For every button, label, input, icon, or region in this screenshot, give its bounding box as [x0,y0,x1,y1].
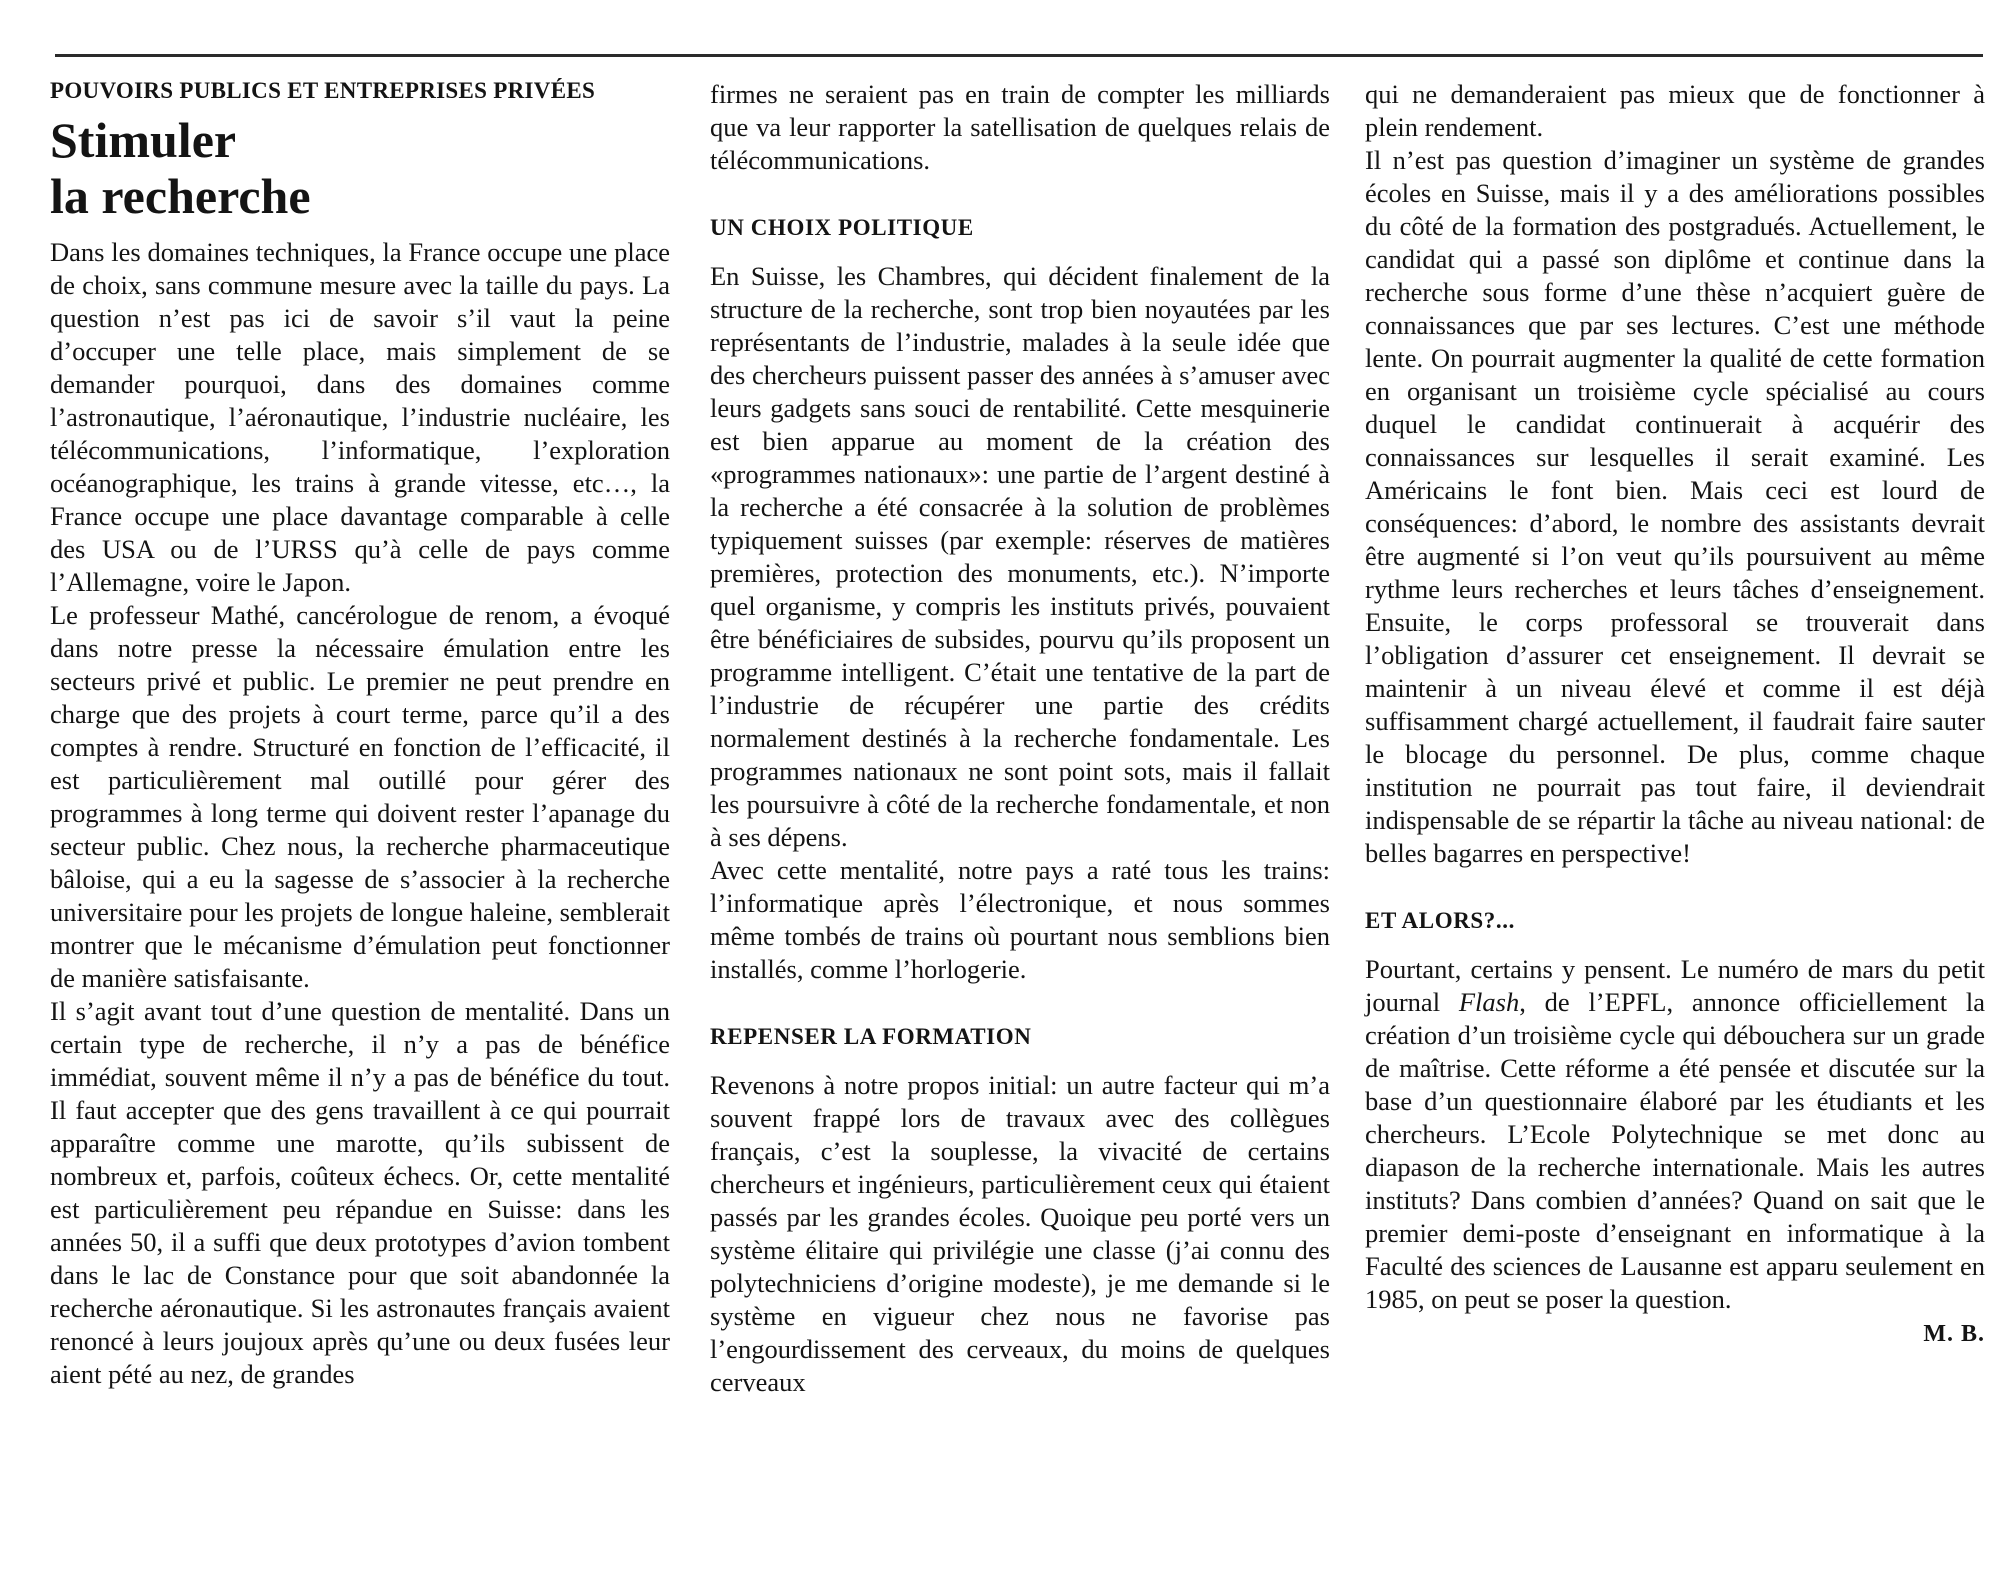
column-1 [50,78,670,1391]
paragraph-text: , de l’EPFL, annonce officiellement la création d’un troisième cycle qui débouchera sur un grade de maîtrise. Cette réforme a été pensée et discutée sur la base d’un questionnaire élaboré par les étudiants et les chercheurs. L’Ecole Polytechnique se met donc au diapason de la recherche internationale. Mais les autres instituts? Dans combien d’années? Quand on sait que le premier demi-poste d’enseignant en informatique à la Faculté des sciences de Lausanne est apparu seulement en 1985, on peut se poser la question. [1365,987,1986,1314]
headline [50,112,670,224]
section-heading: REPENSER LA FORMATION [710,1024,1032,1049]
paragraph: Il n’est pas question d’imaginer un système de grandes écoles en Suisse, mais il y a des améliorations possibles du côté de la formation des postgradués. Actuellement, le candidat qui a passé son diplôme et continue dans la recherche sous forme d’une thèse n’acquiert guère de connaissances que par ses lectures. C’est une méthode lente. On pourrait augmenter la qualité de cette formation en organisant un troisième cycle spécialisé au cours duquel le candidat continuerait à acquérir des connaissances sur lesquelles il serait examiné. Les Américains le font bien. Mais ceci est lourd de conséquences: d’abord, le nombre des assistants devrait être augmenté si l’on veut qu’ils poursuivent au même rythme leurs recherches et leurs tâches d’enseignement. Ensuite, le corps professoral se trouverait dans l’obligation d’assurer cet enseignement. Il devrait se maintenir à un niveau élevé et comme il est déjà suffisamment chargé actuellement, il faudrait faire sauter le blocage du personnel. De plus, comme chaque institution ne pourrait pas tout faire, il deviendrait indispensable de se répartir la tâche au niveau national: de belles bagarres en perspective! [1365,145,1985,868]
section-heading: UN CHOIX POLITIQUE [710,215,974,240]
paragraph: qui ne demanderaient pas mieux que de fonctionner à plein rendement. [1365,79,1985,142]
paragraph: Avec cette mentalité, notre pays a raté tous les trains: l’informatique après l’électronique, et nous sommes même tombés de trains où pourtant nous semblions bien installés, comme l’horlogerie. [710,855,1330,984]
headline-line-2: la recherche [50,168,311,224]
paragraph [1365,953,1985,1316]
paragraph: firmes ne seraient pas en train de compter les milliards que va leur rapporter la satellisation de quelques relais de télécommunications. [710,79,1330,175]
headline-line-1: Stimuler [50,112,237,168]
author-signature: M. B. [1923,1321,1985,1347]
paragraph: Revenons à notre propos initial: un autre facteur qui m’a souvent frappé lors de travaux avec des collègues français, c’est la souplesse, la vivacité de certains chercheurs et ingénieurs, particulièrement ceux qui étaient passés par les grandes écoles. Quoique peu porté vers un système élitaire qui privilégie une classe (j’ai connu des polytechniciens d’origine modeste), je me demande si le système en vigueur chez nous ne favorise pas l’engourdissement des cerveaux, du moins de quelques cerveaux [710,1070,1330,1397]
section-heading: ET ALORS?... [1365,908,1515,933]
paragraph: Le professeur Mathé, cancérologue de renom, a évoqué dans notre presse la nécessaire émulation entre les secteurs privé et public. Le premier ne peut prendre en charge que des projets à court terme, parce qu’il a des comptes à rendre. Structuré en fonction de l’efficacité, il est particulièrement mal outillé pour gérer des programmes à long terme qui doivent rester l’apanage du secteur public. Chez nous, la recherche pharmaceutique bâloise, qui a eu la sagesse de s’associer à la recherche universitaire pour les projets de longue haleine, semblerait montrer que le mécanisme d’émulation peut fonctionner de manière satisfaisante. [50,600,670,993]
column-3 [1365,78,1985,1351]
column-2 [710,78,1330,1399]
top-rule [55,54,1983,57]
paragraph: En Suisse, les Chambres, qui décident finalement de la structure de la recherche, sont trop bien noyautées par les représentants de l’industrie, malades à la seule idée que des chercheurs puissent passer des années à s’amuser avec leurs gadgets sans souci de rentabilité. Cette mesquinerie est bien apparue au moment de la création des «programmes nationaux»: une partie de l’argent destiné à la recherche a été consacrée à la solution de problèmes typiquement suisses (par exemple: réserves de matières premières, protection des monuments, etc.). N’importe quel organisme, y compris les instituts privés, pouvaient être bénéficiaires de subsides, pourvu qu’ils proposent un programme intelligent. C’était une tentative de la part de l’industrie de récupérer une partie des crédits normalement destinés à la recherche fondamentale. Les programmes nationaux ne sont point sots, mais il fallait les poursuivre à côté de la recherche fondamentale, et non à ses dépens. [710,261,1330,852]
kicker: POUVOIRS PUBLICS ET ENTREPRISES PRIVÉES [50,78,596,103]
paragraph: Dans les domaines techniques, la France occupe une place de choix, sans commune mesure avec la taille du pays. La question n’est pas ici de savoir s’il vaut la peine d’occuper une telle place, mais simplement de se demander pourquoi, dans des domaines comme l’astronautique, l’aéronautique, l’industrie nucléaire, les télécommunications, l’informatique, l’exploration océanographique, les trains à grande vitesse, etc…, la France occupe une place davantage comparable à celle des USA ou de l’URSS qu’à celle de pays comme l’Allemagne, voire le Japon. [50,237,670,597]
paragraph: Il s’agit avant tout d’une question de mentalité. Dans un certain type de recherche, il n’y a pas de bénéfice immédiat, souvent même il n’y a pas de bénéfice du tout. Il faut accepter que des gens travaillent à ce qui pourrait apparaître comme une marotte, qu’ils subissent de nombreux et, parfois, coûteux échecs. Or, cette mentalité est particulièrement peu répandue en Suisse: dans les années 50, il a suffi que deux prototypes d’avion tombent dans le lac de Constance pour que soit abandonnée la recherche aéronautique. Si les astronautes français avaient renoncé à leurs joujoux après qu’une ou deux fusées leur aient pété au nez, de grandes [50,996,670,1389]
paragraph-text: Pourtant, certains y pensent. Le numéro de mars du petit journal [1365,954,1985,1017]
journal-title: Flash [1458,987,1520,1017]
